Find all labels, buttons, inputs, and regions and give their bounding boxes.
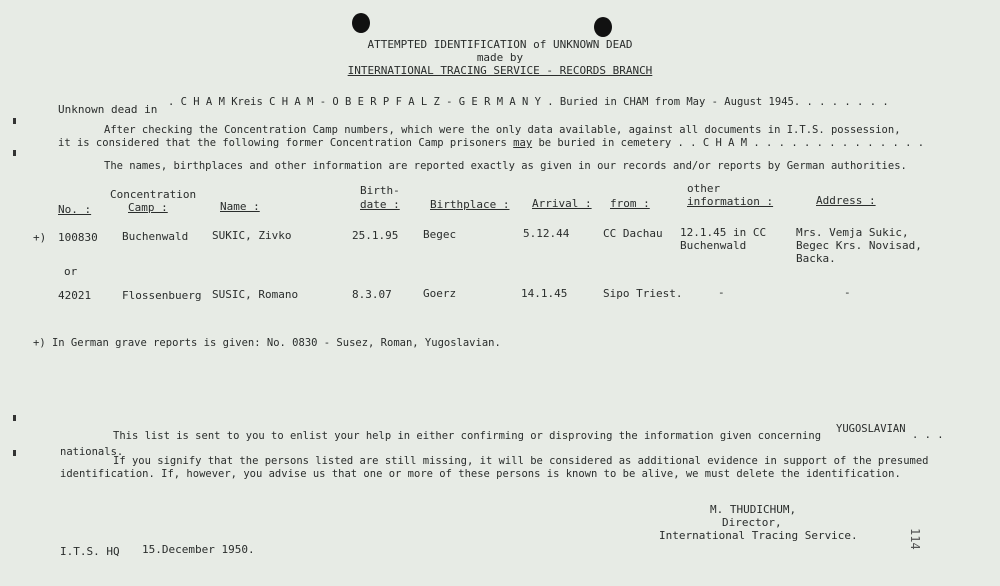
col-header-no: No. : xyxy=(58,203,92,216)
intro-paragraph-2: The names, birthplaces and other information are reported exactly as given in our records and/or reports by German authorities. xyxy=(104,160,907,172)
cell-address-1: Mrs. Vemja Sukic, xyxy=(796,226,909,239)
cell-other: - xyxy=(718,286,725,299)
punch-hole-right xyxy=(594,17,612,37)
col-header-birthdate: date : xyxy=(360,198,400,211)
margin-mark xyxy=(13,450,16,456)
row-marker: +) xyxy=(33,231,47,244)
header-title: ATTEMPTED IDENTIFICATION of UNKNOWN DEAD xyxy=(367,38,633,51)
margin-mark xyxy=(13,150,16,156)
cell-camp: Flossenbuerg xyxy=(122,289,202,302)
cell-address: - xyxy=(844,286,851,299)
signature-title: Director, xyxy=(722,516,782,529)
col-header-other: information : xyxy=(687,195,774,208)
cell-address-3: Backa. xyxy=(796,252,836,265)
closing-dots: . . . xyxy=(912,429,944,441)
margin-mark xyxy=(13,118,16,124)
intro-paragraph-line2: it is considered that the following former Concentration Camp prisoners may be buried in cemetery . . C H A M . . . . . . . . . . . . . . xyxy=(58,137,925,149)
cell-address-2: Begec Krs. Novisad, xyxy=(796,239,922,252)
col-header-arrival: Arrival : xyxy=(532,197,592,210)
may-underlined: may xyxy=(513,137,533,149)
cell-birthdate: 8.3.07 xyxy=(352,288,392,301)
col-header-birth-top: Birth- xyxy=(360,184,400,197)
col-header-birthplace: Birthplace : xyxy=(430,198,510,211)
col-header-other-top: other xyxy=(687,182,721,195)
closing-nationality: YUGOSLAVIAN xyxy=(836,423,906,435)
cell-birthplace: Goerz xyxy=(423,287,457,300)
margin-mark xyxy=(13,415,16,421)
col-header-address: Address : xyxy=(816,194,876,207)
cell-name: SUKIC, Zivko xyxy=(212,229,292,242)
intro-prefix: Unknown dead in xyxy=(58,103,158,116)
punch-hole-left xyxy=(352,13,370,33)
closing-line3: If you signify that the persons listed are still missing, it will be considered as additional evidence in support of the presumed xyxy=(113,455,929,467)
footer-reference: I.T.S. HQ xyxy=(60,545,120,558)
intro-place: . C H A M Kreis C H A M - O B E R P F A L Z - G E R M A N Y . Buried in CHAM from May - August 1945. . . . . . . . xyxy=(168,96,889,108)
closing-line4: identification. If, however, you advise us that one or more of these persons is known to be alive, we must delete the identification. xyxy=(60,468,901,480)
col-header-camp: Camp : xyxy=(128,201,168,214)
closing-line1: This list is sent to you to enlist your help in either confirming or disproving the information given concerning xyxy=(113,430,822,442)
cell-from: CC Dachau xyxy=(603,227,663,240)
cell-camp: Buchenwald xyxy=(122,230,189,243)
header-organization: INTERNATIONAL TRACING SERVICE - RECORDS BRANCH xyxy=(347,64,653,77)
signature-organization: International Tracing Service. xyxy=(659,529,858,542)
cell-arrival: 14.1.45 xyxy=(521,287,568,300)
col-header-name: Name : xyxy=(220,200,260,213)
footnote: +) In German grave reports is given: No. 0830 - Susez, Roman, Yugoslavian. xyxy=(33,337,501,349)
cell-no: 42021 xyxy=(58,289,92,302)
cell-no: 100830 xyxy=(58,231,98,244)
cell-name: SUSIC, Romano xyxy=(212,288,299,301)
footer-date: 15.December 1950. xyxy=(142,543,255,556)
col-header-camp-top: Concentration xyxy=(110,188,197,201)
page-number-stamp: 114 xyxy=(908,528,922,550)
cell-birthplace: Begec xyxy=(423,228,457,241)
cell-birthdate: 25.1.95 xyxy=(352,229,399,242)
col-header-from: from : xyxy=(610,197,650,210)
cell-arrival: 5.12.44 xyxy=(523,227,570,240)
or-label: or xyxy=(64,265,78,278)
closing-line2: nationals. xyxy=(60,446,124,458)
header-subtitle: made by xyxy=(476,51,524,64)
intro-paragraph-line1: After checking the Concentration Camp numbers, which were the only data available, against all documents in I.T.S. possession, xyxy=(104,124,901,136)
cell-other-2: Buchenwald xyxy=(680,239,747,252)
cell-from: Sipo Triest. xyxy=(603,287,683,300)
signature-name: M. THUDICHUM, xyxy=(710,503,797,516)
cell-other-1: 12.1.45 in CC xyxy=(680,226,767,239)
